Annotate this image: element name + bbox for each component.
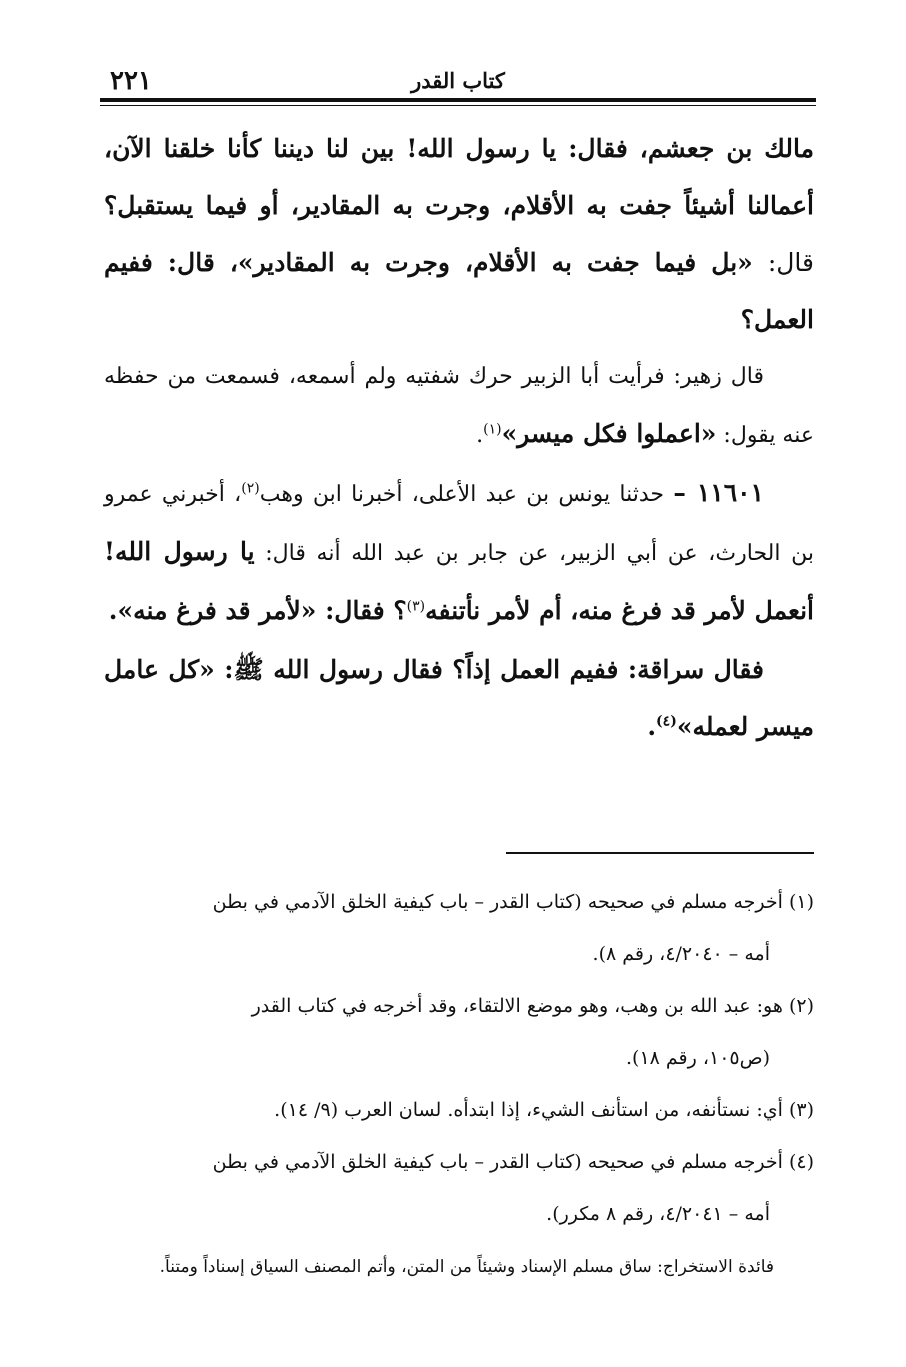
footnote-line: أمه – ٤/٢٠٤٠، رقم ٨).: [592, 943, 770, 965]
paragraph-1-quote: «بل فيما جفت به الأقلام، وجرت به المقادير»،: [229, 248, 753, 277]
footnote-ref-1[interactable]: (١): [483, 421, 502, 438]
paragraph-3-bold: يا رسول الله! أنعمل لأمر قد فرغ منه، أم لأمر نأتنفه: [104, 537, 814, 625]
paragraph-2-text: قال زهير: فرأيت أبا الزبير حرك شفتيه ولم أسمعه، فسمعت من حفظه عنه يقول:: [104, 364, 814, 448]
footnote-line: أمه – ٤/٢٠٤١، رقم ٨ مكرر).: [546, 1203, 770, 1225]
paragraph-4-text: فقال سراقة: ففيم العمل إذاً؟ فقال رسول الله ﷺ: «كل عامل ميسر لعمله»: [104, 655, 814, 741]
footnotes: [104, 876, 814, 1290]
footnote-marker: (٢): [788, 995, 814, 1017]
paragraph-1-end: قال: ففيم العمل؟: [104, 248, 814, 334]
footnote-3: [104, 1084, 814, 1136]
paragraph-1: [104, 120, 814, 348]
footnote-2: [104, 980, 814, 1084]
footnote-line: أخرجه مسلم في صحيحه (كتاب القدر – باب كيفية الخلق الآدمي في بطن: [212, 891, 783, 913]
paragraph-2: قال زهير: فرأيت أبا الزبير حرك شفتيه ولم أسمعه، فسمعت من حفظه عنه يقول: «اعملوا فكل ميسر»$^{(١)}$.: [104, 364, 814, 448]
main-text: [104, 120, 814, 755]
paragraph-3: [104, 464, 814, 641]
page-header: [100, 62, 816, 100]
footnote-marker: (١): [788, 891, 814, 913]
paragraph-4: فقال سراقة: ففيم العمل إذاً؟ فقال رسول الله ﷺ: «كل عامل ميسر لعمله»$^{(٤)}$.: [104, 655, 814, 741]
footnote-ref-3[interactable]: (٣): [406, 598, 426, 615]
header-rule-thin: [100, 105, 816, 106]
footnote-line: (ص١٠٥، رقم ١٨).: [625, 1047, 770, 1069]
paragraph-3-bold-2: ؟ فقال: «لأمر قد فرغ منه».: [108, 596, 407, 625]
paragraph-2-quote: «اعملوا فكل ميسر»: [501, 419, 717, 448]
footnote-line: هو: عبد الله بن وهب، وهو موضع الالتقاء، وقد أخرجه في كتاب القدر: [251, 995, 783, 1017]
extraction-benefit: فائدة الاستخراج: ساق مسلم الإسناد وشيئاً من المتن، وأتم المصنف السياق إسناداً ومتناً.: [159, 1257, 774, 1277]
footnote-ref-2[interactable]: (٢): [241, 480, 260, 497]
qal-label: قال:: [767, 248, 814, 277]
footnote-line: أي: نستأنفه، من استأنف الشيء، إذا ابتدأه. لسان العرب (٩/ ١٤).: [274, 1099, 783, 1121]
page-number: ٢٢١: [110, 66, 152, 96]
footnote-line: أخرجه مسلم في صحيحه (كتاب القدر – باب كيفية الخلق الآدمي في بطن: [212, 1151, 783, 1173]
header-rule-thick: [100, 98, 816, 102]
paragraph-1-text: مالك بن جعشم، فقال: يا رسول الله! بين لنا ديننا كأنا خلقنا الآن، أعمالنا أشيئاً جفت به الأقلام، وجرت به المقادير، أو فيما يستقبل؟: [104, 134, 814, 220]
footnote-marker: (٤): [788, 1151, 814, 1173]
footnote-1: [104, 876, 814, 980]
paragraph-3-text: حدثنا يونس بن عبد الأعلى، أخبرنا ابن وهب: [259, 482, 664, 507]
hadith-number: ١١٦٠١ –: [673, 478, 764, 507]
footnote-marker: (٣): [788, 1099, 814, 1121]
running-title: كتاب القدر: [411, 68, 505, 93]
footnote-4: [104, 1136, 814, 1240]
footnote-separator: [506, 852, 814, 854]
footnote-ref-4[interactable]: (٤): [656, 713, 677, 730]
paragraph-3-text-2: ، أخبرني عمرو بن الحارث، عن أبي الزبير، عن جابر بن عبد الله أنه قال:: [104, 482, 814, 566]
